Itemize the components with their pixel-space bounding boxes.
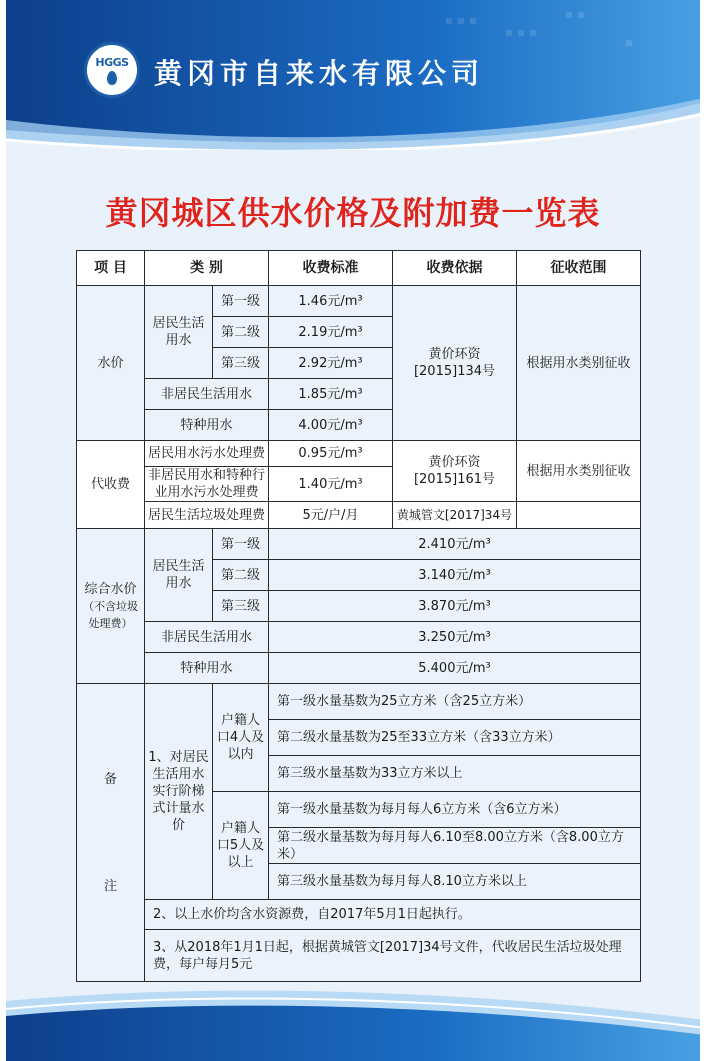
remarks-group-1-line-3: 第三级水量基数为33立方米以上 xyxy=(269,756,641,792)
collect-basis: 黄价环资[2015]161号 xyxy=(393,441,517,502)
water-basis: 黄价环资[2015]134号 xyxy=(393,286,517,441)
combined-nonres: 非居民生活用水 xyxy=(145,622,269,653)
water-tier-1: 第一级 xyxy=(213,286,269,317)
remarks-spacer xyxy=(80,788,141,878)
remarks-item-char-1: 备 xyxy=(103,771,117,787)
combined-tier-2: 第二级 xyxy=(213,560,269,591)
water-tier-2-price: 2.19元/m³ xyxy=(269,317,393,348)
table-row xyxy=(77,286,641,317)
collect-row-3-price: 5元/户/月 xyxy=(269,502,393,529)
water-tier-2: 第二级 xyxy=(213,317,269,348)
company-name: 黄冈市自来水有限公司 xyxy=(154,57,485,90)
table-header-row xyxy=(77,251,641,286)
combined-residential: 居民生活用水 xyxy=(145,529,213,622)
fee-table xyxy=(76,250,641,982)
collect-row-1-price: 0.95元/m³ xyxy=(269,441,393,467)
water-nonres-price: 1.85元/m³ xyxy=(269,379,393,410)
footer-background xyxy=(6,961,706,1061)
collect-row-3-scope xyxy=(517,502,641,529)
table-row xyxy=(77,653,641,684)
header-banner xyxy=(6,0,706,150)
table-row xyxy=(77,441,641,467)
combined-tier-2-price: 3.140元/m³ xyxy=(269,560,641,591)
collect-item: 代收费 xyxy=(77,441,145,529)
table-row xyxy=(77,684,641,720)
page-title: 黄冈城区供水价格及附加费一览表 xyxy=(105,194,601,232)
company-logo xyxy=(84,42,140,98)
water-residential: 居民生活用水 xyxy=(145,286,213,379)
table-row xyxy=(77,622,641,653)
water-tier-3: 第三级 xyxy=(213,348,269,379)
remarks-note-1: 1、对居民生活用水实行阶梯式计量水价 xyxy=(145,684,213,900)
water-nonres: 非居民生活用水 xyxy=(145,379,269,410)
combined-item-label: 综合水价 xyxy=(84,581,137,597)
remarks-group-1-line-2: 第二级水量基数为25至33立方米（含33立方米） xyxy=(269,720,641,756)
combined-nonres-price: 3.250元/m³ xyxy=(269,622,641,653)
combined-tier-1-price: 2.410元/m³ xyxy=(269,529,641,560)
remarks-group-2-line-1: 第一级水量基数为每月每人6立方米（含6立方米） xyxy=(269,792,641,828)
header-category: 类 别 xyxy=(145,251,269,286)
combined-tier-3-price: 3.870元/m³ xyxy=(269,591,641,622)
remarks-group-2-line-3: 第三级水量基数为每月每人8.10立方米以上 xyxy=(269,864,641,900)
remarks-group-1: 户籍人口4人及以内 xyxy=(213,684,269,792)
header-standard: 收费标准 xyxy=(269,251,393,286)
remarks-item xyxy=(77,684,145,982)
footer-banner xyxy=(6,961,706,1061)
collect-row-3: 居民生活垃圾处理费 xyxy=(145,502,269,529)
water-special: 特种用水 xyxy=(145,410,269,441)
combined-item-note: （不含垃圾处理费） xyxy=(83,599,138,630)
water-item: 水价 xyxy=(77,286,145,441)
header-item: 项 目 xyxy=(77,251,145,286)
remarks-group-1-line-1: 第一级水量基数为25立方米（含25立方米） xyxy=(269,684,641,720)
water-drop-icon xyxy=(107,71,117,85)
remarks-note-2: 2、以上水价均含水资源费，自2017年5月1日起执行。 xyxy=(145,900,641,930)
combined-special: 特种用水 xyxy=(145,653,269,684)
water-scope: 根据用水类别征收 xyxy=(517,286,641,441)
combined-item xyxy=(77,529,145,684)
collect-row-2-price: 1.40元/m³ xyxy=(269,467,393,502)
collect-row-1: 居民用水污水处理费 xyxy=(145,441,269,467)
combined-tier-1: 第一级 xyxy=(213,529,269,560)
collect-row-3-basis: 黄城管文[2017]34号 xyxy=(393,502,517,529)
header-scope: 征收范围 xyxy=(517,251,641,286)
remarks-item-char-2: 注 xyxy=(103,878,117,894)
logo-text: HGGS xyxy=(95,56,129,69)
water-special-price: 4.00元/m³ xyxy=(269,410,393,441)
combined-special-price: 5.400元/m³ xyxy=(269,653,641,684)
table-row xyxy=(77,502,641,529)
combined-tier-3: 第三级 xyxy=(213,591,269,622)
water-tier-1-price: 1.46元/m³ xyxy=(269,286,393,317)
collect-scope: 根据用水类别征收 xyxy=(517,441,641,502)
remarks-group-2: 户籍人口5人及以上 xyxy=(213,792,269,900)
remarks-group-2-line-2: 第二级水量基数为每月每人6.10至8.00立方米（含8.00立方米） xyxy=(269,828,641,864)
header-basis: 收费依据 xyxy=(393,251,517,286)
table-row xyxy=(77,529,641,560)
collect-row-2: 非居民用水和特种行业用水污水处理费 xyxy=(145,467,269,502)
remarks-note-3: 3、从2018年1月1日起，根据黄城管文[2017]34号文件，代收居民生活垃圾处理费，每户每月5元 xyxy=(145,930,641,982)
table-row xyxy=(77,900,641,930)
water-tier-3-price: 2.92元/m³ xyxy=(269,348,393,379)
